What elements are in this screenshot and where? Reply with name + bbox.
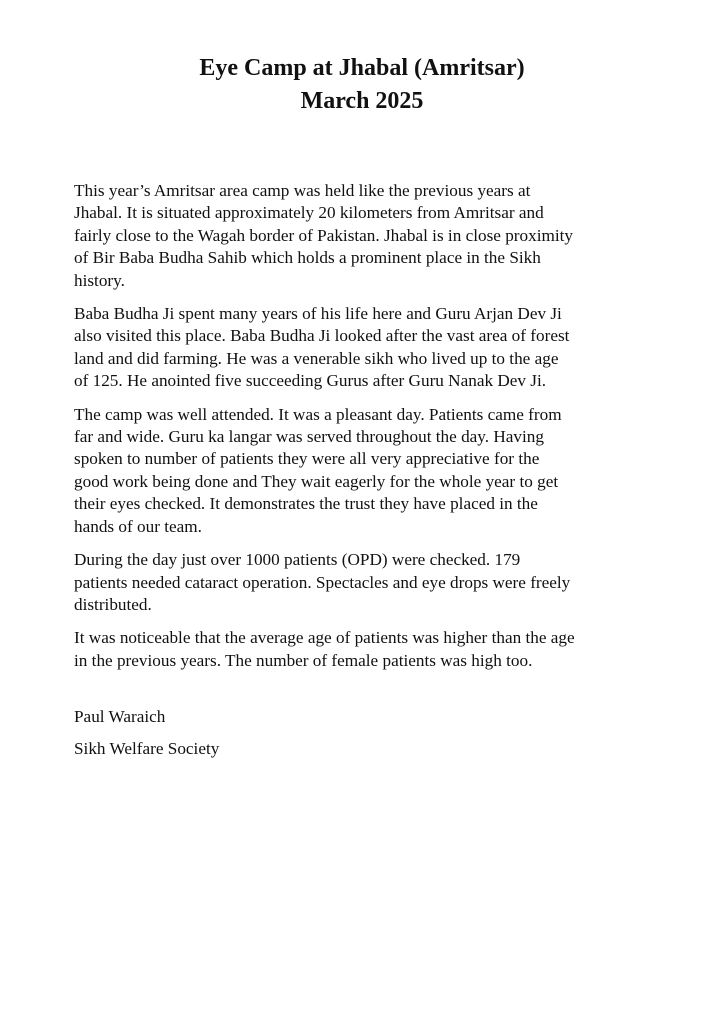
document-title: Eye Camp at Jhabal (Amritsar) [199, 55, 525, 81]
signature-organization: Sikh Welfare Society [74, 739, 220, 758]
document-body [74, 180, 654, 683]
paragraph-baba-budha-ji: Baba Budha Ji spent many years of his life here and Guru Arjan Dev Ji also visited this place. Baba Budha Ji looked after the vast area of forest land and did farming. He was a venerable sikh who lived up to the age of 125. He anointed five succeeding Gurus after Guru Nanak Dev Ji. [74, 304, 570, 391]
paragraph-patient-stats: During the day just over 1000 patients (OPD) were checked. 179 patients needed cataract operation. Spectacles and eye drops were freely distributed. [74, 550, 571, 614]
paragraph-attendance: The camp was well attended. It was a pleasant day. Patients came from far and wide. Guru ka langar was served throughout the day. Having spoken to number of patients they were all very appreciative for the good work being done and They wait eagerly for the whole year to get their eyes checked. It demonstrates the trust they have placed in the hands of our team. [74, 404, 562, 536]
paragraph-camp-location: This year’s Amritsar area camp was held like the previous years at Jhabal. It is situated approximately 20 kilometers from Amritsar and fairly close to the Wagah border of Pakistan. Jhabal is in close proximity of Bir Baba Budha Sahib which holds a prominent place in the Sikh history. [74, 181, 574, 290]
signature-name: Paul Waraich [74, 707, 166, 726]
document-date: March 2025 [300, 88, 424, 114]
paragraph-patient-age: It was noticeable that the average age of patients was higher than the age in the previous years. The number of female patients was high too. [74, 628, 575, 670]
